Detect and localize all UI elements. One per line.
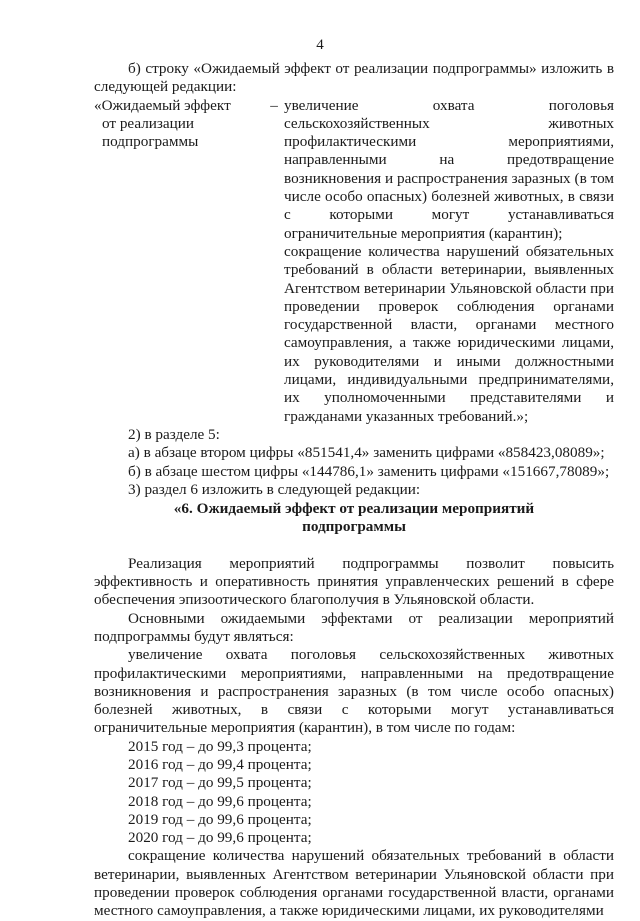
row-label-line: подпрограммы [102, 133, 199, 151]
intro-paragraph: б) строку «Ожидаемый эффект от реализации подпрограммы» изложить в следующей редакции: [94, 60, 614, 96]
row-label-line: «Ожидаемый эффект [94, 96, 231, 114]
paragraph-2: Основными ожидаемыми эффектами от реализации мероприятий подпрограммы будут являться: [94, 609, 614, 645]
item-3: 3) раздел 6 изложить в следующей редакции: [128, 480, 421, 498]
year-item: 2019 год – до 99,6 процента; [128, 810, 312, 828]
document-body [94, 60, 614, 921]
paragraph-3: увеличение охвата поголовья сельскохозяйственных животных профилактическими мероприятиями, направленными на предотвращение возникновения и распространения заразных (в том числе особо опасных) болезней животных, в связи с которыми могут устанавливаться ограничительные мероприятия (карантин), в том числе по годам: [94, 646, 614, 737]
page-number: 4 [316, 37, 324, 53]
row-value-paragraph-1: увеличение охвата поголовья сельскохозяйственных животных профилактическими мероприятиями, направленными на предотвращение возникновения и распространения заразных (в том числе особо опасных) болезней животных, в связи с которыми могут устанавливаться ограничительные мероприятия (карантин); [284, 96, 614, 242]
row-dash: – [270, 96, 278, 114]
year-item: 2017 год – до 99,5 процента; [128, 774, 312, 792]
item-2a: а) в абзаце втором цифры «851541,4» заменить цифрами «858423,08089»; [128, 444, 605, 462]
row-label [94, 97, 264, 426]
row-label-line: от реализации [102, 114, 195, 132]
section-heading [94, 500, 614, 537]
row-value-paragraph-2: сокращение количества нарушений обязательных требований в области ветеринарии, выявленных Агентством ветеринарии Ульяновской области при проведении проверок соблюдения органами государственной власти, органами местного самоуправления, а также юридическими лицами, их руководителями и иными должностными лицами, индивидуальными предпринимателями, их уполномоченными представителями и гражданами указанных требований.»; [284, 242, 614, 425]
year-item: 2018 год – до 99,6 процента; [128, 792, 312, 810]
section-heading-line: «6. Ожидаемый эффект от реализации мероприятий [173, 500, 535, 518]
year-item: 2015 год – до 99,3 процента; [128, 737, 312, 755]
year-item: 2020 год – до 99,6 процента; [128, 829, 312, 847]
spacer [94, 537, 614, 555]
year-list [94, 738, 614, 848]
year-item: 2016 год – до 99,4 процента; [128, 755, 312, 773]
paragraph-1: Реализация мероприятий подпрограммы позволит повысить эффективность и оперативность принятия управленческих решений в сфере обеспечения эпизоотического благополучия в Ульяновской области. [94, 554, 614, 609]
passport-row [94, 97, 614, 426]
section-heading-line: подпрограммы [302, 518, 406, 536]
row-value [284, 97, 614, 426]
item-2b: б) в абзаце шестом цифры «144786,1» заменить цифрами «151667,78089»; [128, 462, 610, 480]
item-2: 2) в разделе 5: [128, 425, 220, 443]
paragraph-4: сокращение количества нарушений обязательных требований в области ветеринарии, выявленных Агентством ветеринарии Ульяновской области при проведении проверок соблюдения органами государственной власти, органами местного самоуправления, а также юридическими лицами, их руководителями [94, 847, 614, 920]
